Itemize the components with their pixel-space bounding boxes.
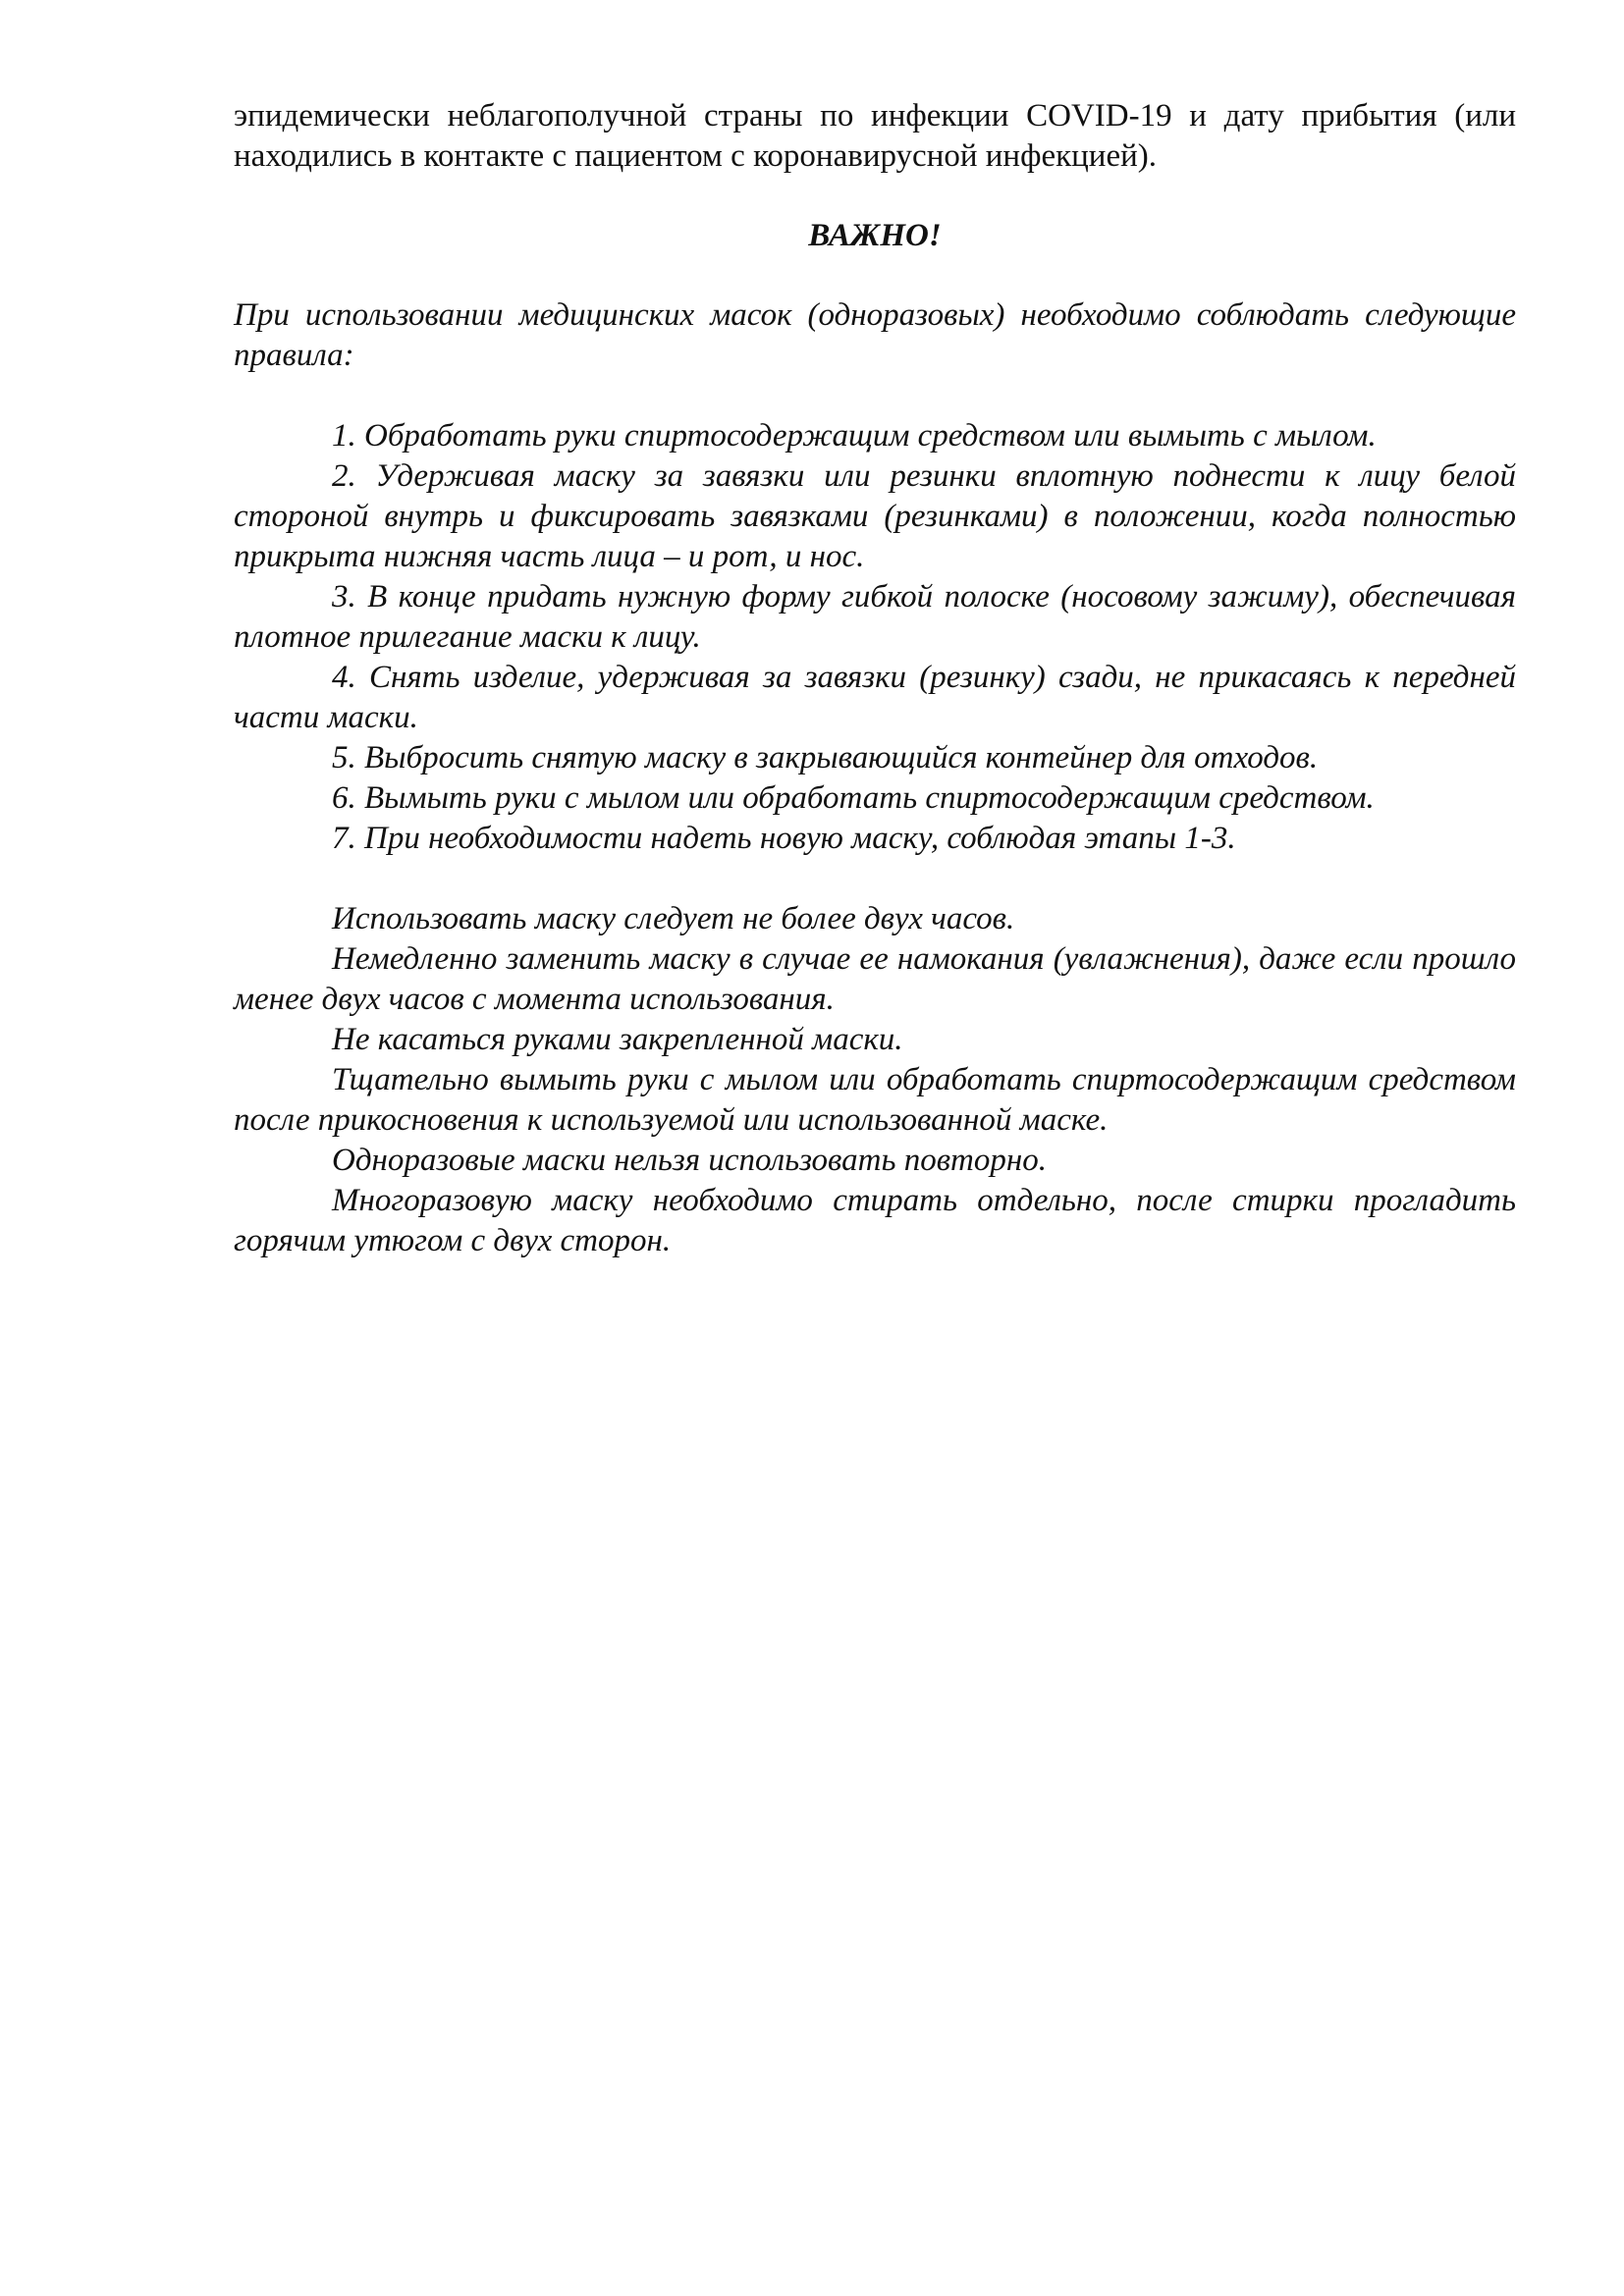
advice-item: Тщательно вымыть руки с мылом или обработать спиртосодержащим средством после прикосновения к используемой или использованной маске. (234, 1062, 1516, 1138)
advice-item: Одноразовые маски нельзя использовать повторно. (332, 1143, 1048, 1178)
rule-item: 1. Обработать руки спиртосодержащим средством или вымыть с мылом. (332, 418, 1377, 454)
rule-item: 3. В конце придать нужную форму гибкой полоске (носовому зажиму), обеспечивая плотное прилегание маски к лицу. (234, 579, 1516, 655)
advice-item: Использовать маску следует не более двух часов. (332, 901, 1015, 936)
rules-lead-paragraph: При использовании медицинских масок (одноразовых) необходимо соблюдать следующие правила: (234, 297, 1516, 373)
intro-paragraph: эпидемически неблагополучной страны по инфекции COVID-19 и дату прибытия (или находились в контакте с пациентом с коронавирусной инфекцией). (234, 98, 1516, 174)
rule-item: 2. Удерживая маску за завязки или резинки вплотную поднести к лицу белой стороной внутрь и фиксировать завязками (резинками) в положении, когда полностью прикрыта нижняя часть лица – и рот, и нос. (234, 458, 1516, 574)
rules-list (234, 416, 1516, 859)
advice-item: Немедленно заменить маску в случае ее намокания (увлажнения), даже если прошло менее двух часов с момента использования. (234, 941, 1516, 1017)
rule-item: 6. Вымыть руки с мылом или обработать спиртосодержащим средством. (332, 780, 1375, 816)
document-body (234, 96, 1516, 1261)
advice-list (234, 899, 1516, 1261)
advice-item: Не касаться руками закрепленной маски. (332, 1022, 903, 1057)
rule-item: 4. Снять изделие, удерживая за завязки (резинку) сзади, не прикасаясь к передней части маски. (234, 660, 1516, 735)
rule-item: 5. Выбросить снятую маску в закрывающийся контейнер для отходов. (332, 740, 1319, 775)
advice-item: Многоразовую маску необходимо стирать отдельно, после стирки прогладить горячим утюгом с двух сторон. (234, 1183, 1516, 1258)
important-heading: ВАЖНО! (808, 218, 942, 253)
rule-item: 7. При необходимости надеть новую маску, соблюдая этапы 1-3. (332, 821, 1236, 856)
